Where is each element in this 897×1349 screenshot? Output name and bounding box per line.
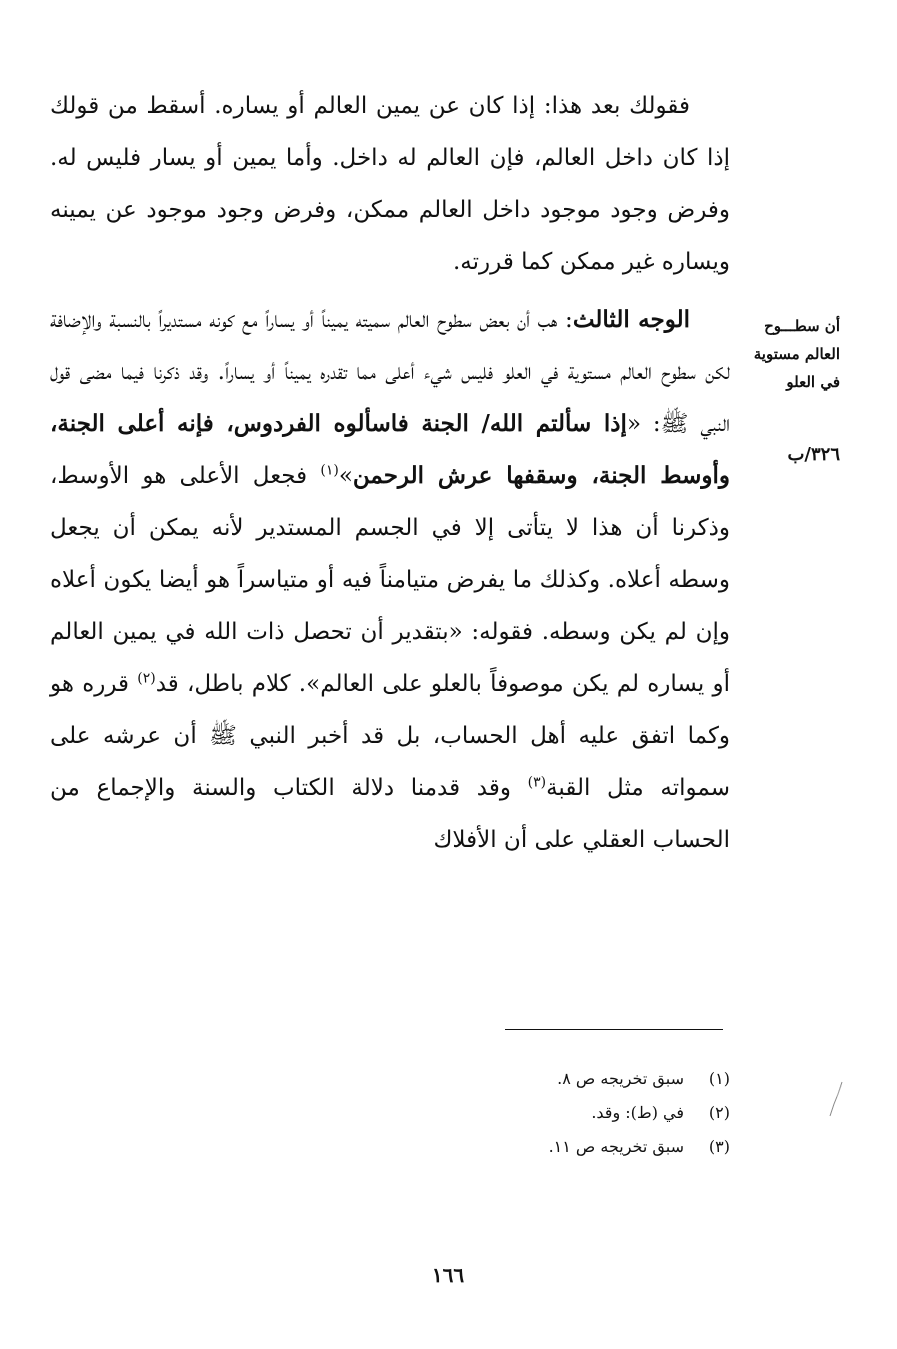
manuscript-folio-ref: ٣٢٦/ب bbox=[787, 444, 840, 465]
paragraph-2-part-b: فجعل الأعلى هو الأوسط، وذكرنا أن هذا لا يتأتى إلا في الجسم المستدير لأنه يمكن أن يجعل وسطه أعلاه. وكذلك ما يفرض متيامناً فيه أو متياسراً هو أيضا يكون أعلاه وإن لم يكن وسطه. فقوله: «بتقدير أن تحصل ذات الله في يمين العالم أو يساره لم يكن موصوفاً بالعلو على العالم». كلام باطل، قد bbox=[50, 463, 730, 697]
footnote-text: سبق تخريجه ص ١١. bbox=[548, 1137, 684, 1156]
quote-close: » bbox=[338, 463, 353, 489]
paragraph-2 bbox=[50, 294, 730, 866]
footnote-divider bbox=[505, 1029, 723, 1030]
footnote-2 bbox=[380, 1096, 730, 1130]
margin-note bbox=[752, 312, 840, 396]
footnote-1 bbox=[380, 1062, 730, 1096]
paragraph-2-part-c: قرره هو وكما اتفق عليه أهل الحساب، بل قد أخبر النبي ﷺ أن عرشه على سمواته مثل القبة bbox=[50, 671, 730, 801]
footnote-marker-3: (٣) bbox=[527, 774, 547, 791]
margin-note-line-3: في العلو bbox=[786, 373, 840, 391]
margin-note-line-2: العالم مستوية bbox=[753, 345, 840, 363]
footnote-number: (١) bbox=[708, 1069, 730, 1088]
margin-note-line-1: أن سطـــوح bbox=[764, 317, 840, 335]
footnote-number: (٣) bbox=[708, 1137, 730, 1156]
footnote-text: في (ط): وقد. bbox=[591, 1103, 684, 1122]
footnote-number: (٢) bbox=[708, 1103, 730, 1122]
paragraph-2-part-d: وقد قدمنا دلالة الكتاب والسنة والإجماع من الحساب العقلي على أن الأفلاك bbox=[50, 775, 730, 853]
footnote-3 bbox=[380, 1130, 730, 1164]
section-heading: الوجه الثالث bbox=[572, 306, 690, 333]
footnote-text: سبق تخريجه ص ٨. bbox=[557, 1069, 684, 1088]
paragraph-1: فقولك بعد هذا: إذا كان عن يمين العالم أو يساره. أسقط من قولك إذا كان داخل العالم، فإن العالم له داخل. وأما يمين أو يسار فليس له. وفرض وجود موجود داخل العالم ممكن، وفرض وجود موجود عن يمينه ويساره غير ممكن كما قررته. bbox=[50, 93, 730, 275]
footnote-marker-2: (٢) bbox=[137, 670, 156, 687]
footnote-marker-1: (١) bbox=[320, 462, 339, 479]
hadith-quote: إذا سألتم الله/ الجنة فاسألوه الفردوس، فإنه أعلى الجنة، وأوسط الجنة، وسقفها عرش الرحمن bbox=[50, 410, 730, 489]
pencil-mark-icon bbox=[826, 1080, 846, 1120]
footnotes bbox=[380, 1062, 730, 1164]
page-number: ١٦٦ bbox=[431, 1263, 465, 1287]
main-text bbox=[50, 80, 730, 866]
paragraph-2-part-a: : هب أن بعض سطوح العالم سميته يميناً أو يساراً مع كونه مستديراً بالنسبة والإضافة لكن سطوح العالم مستوية في العلو فليس شيء أعلى مما تقدره يميناً أو يساراً. وقد ذكرنا فيما مضى قول النبي ﷺ: « bbox=[50, 307, 730, 437]
